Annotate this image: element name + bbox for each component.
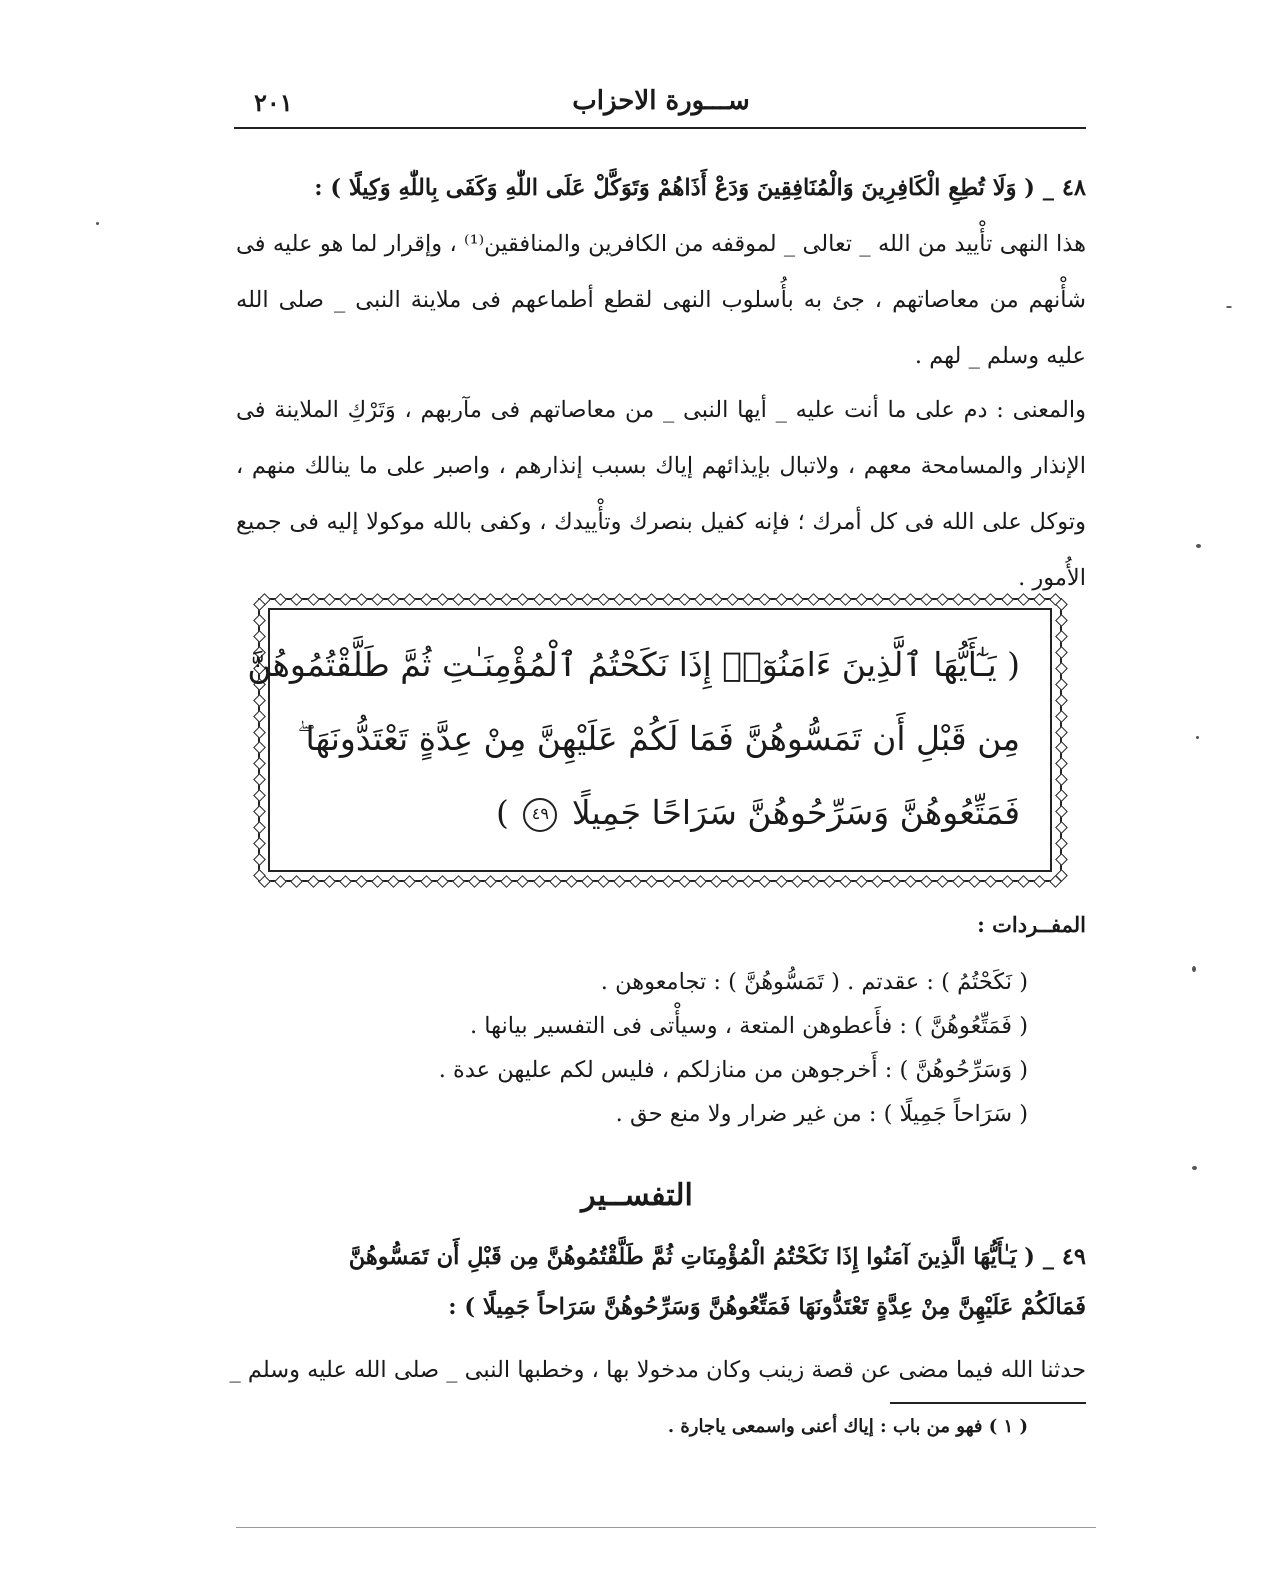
- quran-text: [247, 628, 1020, 850]
- page-number: ٢٠١: [254, 88, 293, 117]
- tafsir-commentary: حدثنا الله فيما مضى عن قصة زينب وكان مدخولا بها ، وخطبها النبى _ صلى الله عليه وسلم _: [229, 1357, 1086, 1383]
- vocabulary-heading: المفــردات :: [977, 912, 1086, 937]
- scan-speck: [1226, 306, 1232, 308]
- tafsir-heading: التفســير: [581, 1178, 693, 1213]
- verse-48-quote: ٤٨ _ ( وَلَا تُطِعِ الْكَافِرِينَ وَالْمُنَافِقِينَ وَدَعْ أَذَاهُمْ وَتَوَكَّلْ عَلَى اللّٰهِ وَكَفَى بِاللّٰهِ وَكِيلًا ) :: [314, 175, 1086, 201]
- quran-verse-frame: [247, 598, 1062, 882]
- verse-48-commentary: هذا النهى تأْييد من الله _ تعالى _ لموقفه من الكافرين والمنافقين⁽¹⁾ ، وإقرار لما هو عليه فى شأْنهم من معاصاتهم ، جئ به بأُسلوب النهى لقطع أطماعهم فى ملاينة النبى _ صلى الله عليه وسلم _ لهم .: [236, 231, 1086, 369]
- vocabulary-row: ( وَسَرِّحُوهُنَّ ) : أَخرجوهن من منازلكم ، فليس لكم عليهن عدة .: [438, 1057, 1028, 1083]
- quran-line-3-text: فَمَتِّعُوهُنَّ وَسَرِّحُوهُنَّ سَرَاحًا جَمِيلًا: [571, 793, 1020, 832]
- quran-line-1: ( يَـٰٓأَيُّهَا ٱلَّذِينَ ءَامَنُوٓا۟ إِذَا نَكَحْتُمُ ٱلْمُؤْمِنَـٰتِ ثُمَّ طَلَّقْتُمُوهُنَّ: [247, 645, 1020, 684]
- quran-line-2: مِن قَبْلِ أَن تَمَسُّوهُنَّ فَمَا لَكُمْ عَلَيْهِنَّ مِنْ عِدَّةٍ تَعْتَدُّونَهَا ۖ: [297, 719, 1020, 758]
- frame-ornament-top: [260, 594, 1060, 604]
- footnote: ( ١ ) فهو من باب : إياك أعنى واسمعى ياجارة .: [667, 1416, 1028, 1437]
- vocabulary-row: ( فَمَتِّعُوهُنَّ ) : فأَعطوهن المتعة ، وسيأْتى فى التفسير بيانها .: [469, 1013, 1028, 1039]
- vocabulary-row: ( نَكَحْتُمُ ) : عقدتم . ( تَمَسُّوهُنَّ ) : تجامعوهن .: [600, 969, 1028, 995]
- scan-speck: [1196, 736, 1199, 739]
- running-header: [236, 86, 1086, 126]
- scan-speck: [1192, 966, 1196, 972]
- quran-line-3: [290, 776, 1020, 850]
- footnote-rule: [890, 1402, 1086, 1404]
- vocabulary-list: [228, 960, 1028, 1136]
- page-bottom-rule: [236, 1527, 1096, 1528]
- paragraph-verse-48: [236, 160, 1086, 384]
- scan-speck: [1192, 1166, 1197, 1170]
- header-rule: [234, 127, 1086, 129]
- scan-speck: [1196, 544, 1201, 548]
- frame-ornament-right: [1056, 600, 1066, 880]
- scan-speck: [96, 222, 99, 225]
- verse-49-line-1: ٤٩ _ ( يَـٰأَيُّهَا الَّذِينَ آمَنُوا إِذَا نَكَحْتُمُ الْمُؤْمِنَاتِ ثُمَّ طَلَّقْتُمُوهُنَّ مِن قَبْلِ أَن تَمَسُّوهُنَّ: [348, 1244, 1086, 1270]
- paragraph-meaning: والمعنى : دم على ما أنت عليه _ أيها النبى _ من معاصاتهم فى مآربهم ، وَتَرْكِ الملاينة فى الإنذار والمسامحة معهم ، ولاتبال بإيذائهم إياك بسبب إنذارهم ، واصبر على ما ينالك منهم ، وتوكل على الله فى كل أمرك ؛ فإنه كفيل بنصرك وتأْييدك ، وكفى بالله موكولا إليه فى جميع الأُمور .: [236, 397, 1086, 591]
- verse-49-quote: [236, 1232, 1086, 1332]
- quran-closing-bracket: ): [495, 793, 509, 832]
- frame-ornament-bottom: [260, 876, 1060, 886]
- ayah-number-icon: ٤٩: [523, 798, 557, 832]
- verse-49-line-2: فَمَالَكُمْ عَلَيْهِنَّ مِنْ عِدَّةٍ تَعْتَدُّونَهَا فَمَتِّعُوهُنَّ وَسَرِّحُوهُنَّ سَرَاحاً جَمِيلًا ) :: [448, 1294, 1086, 1320]
- vocabulary-row: ( سَرَاحاً جَمِيلًا ) : من غير ضرار ولا منع حق .: [615, 1101, 1028, 1127]
- surah-title: ســـورة الاحزاب: [572, 86, 750, 116]
